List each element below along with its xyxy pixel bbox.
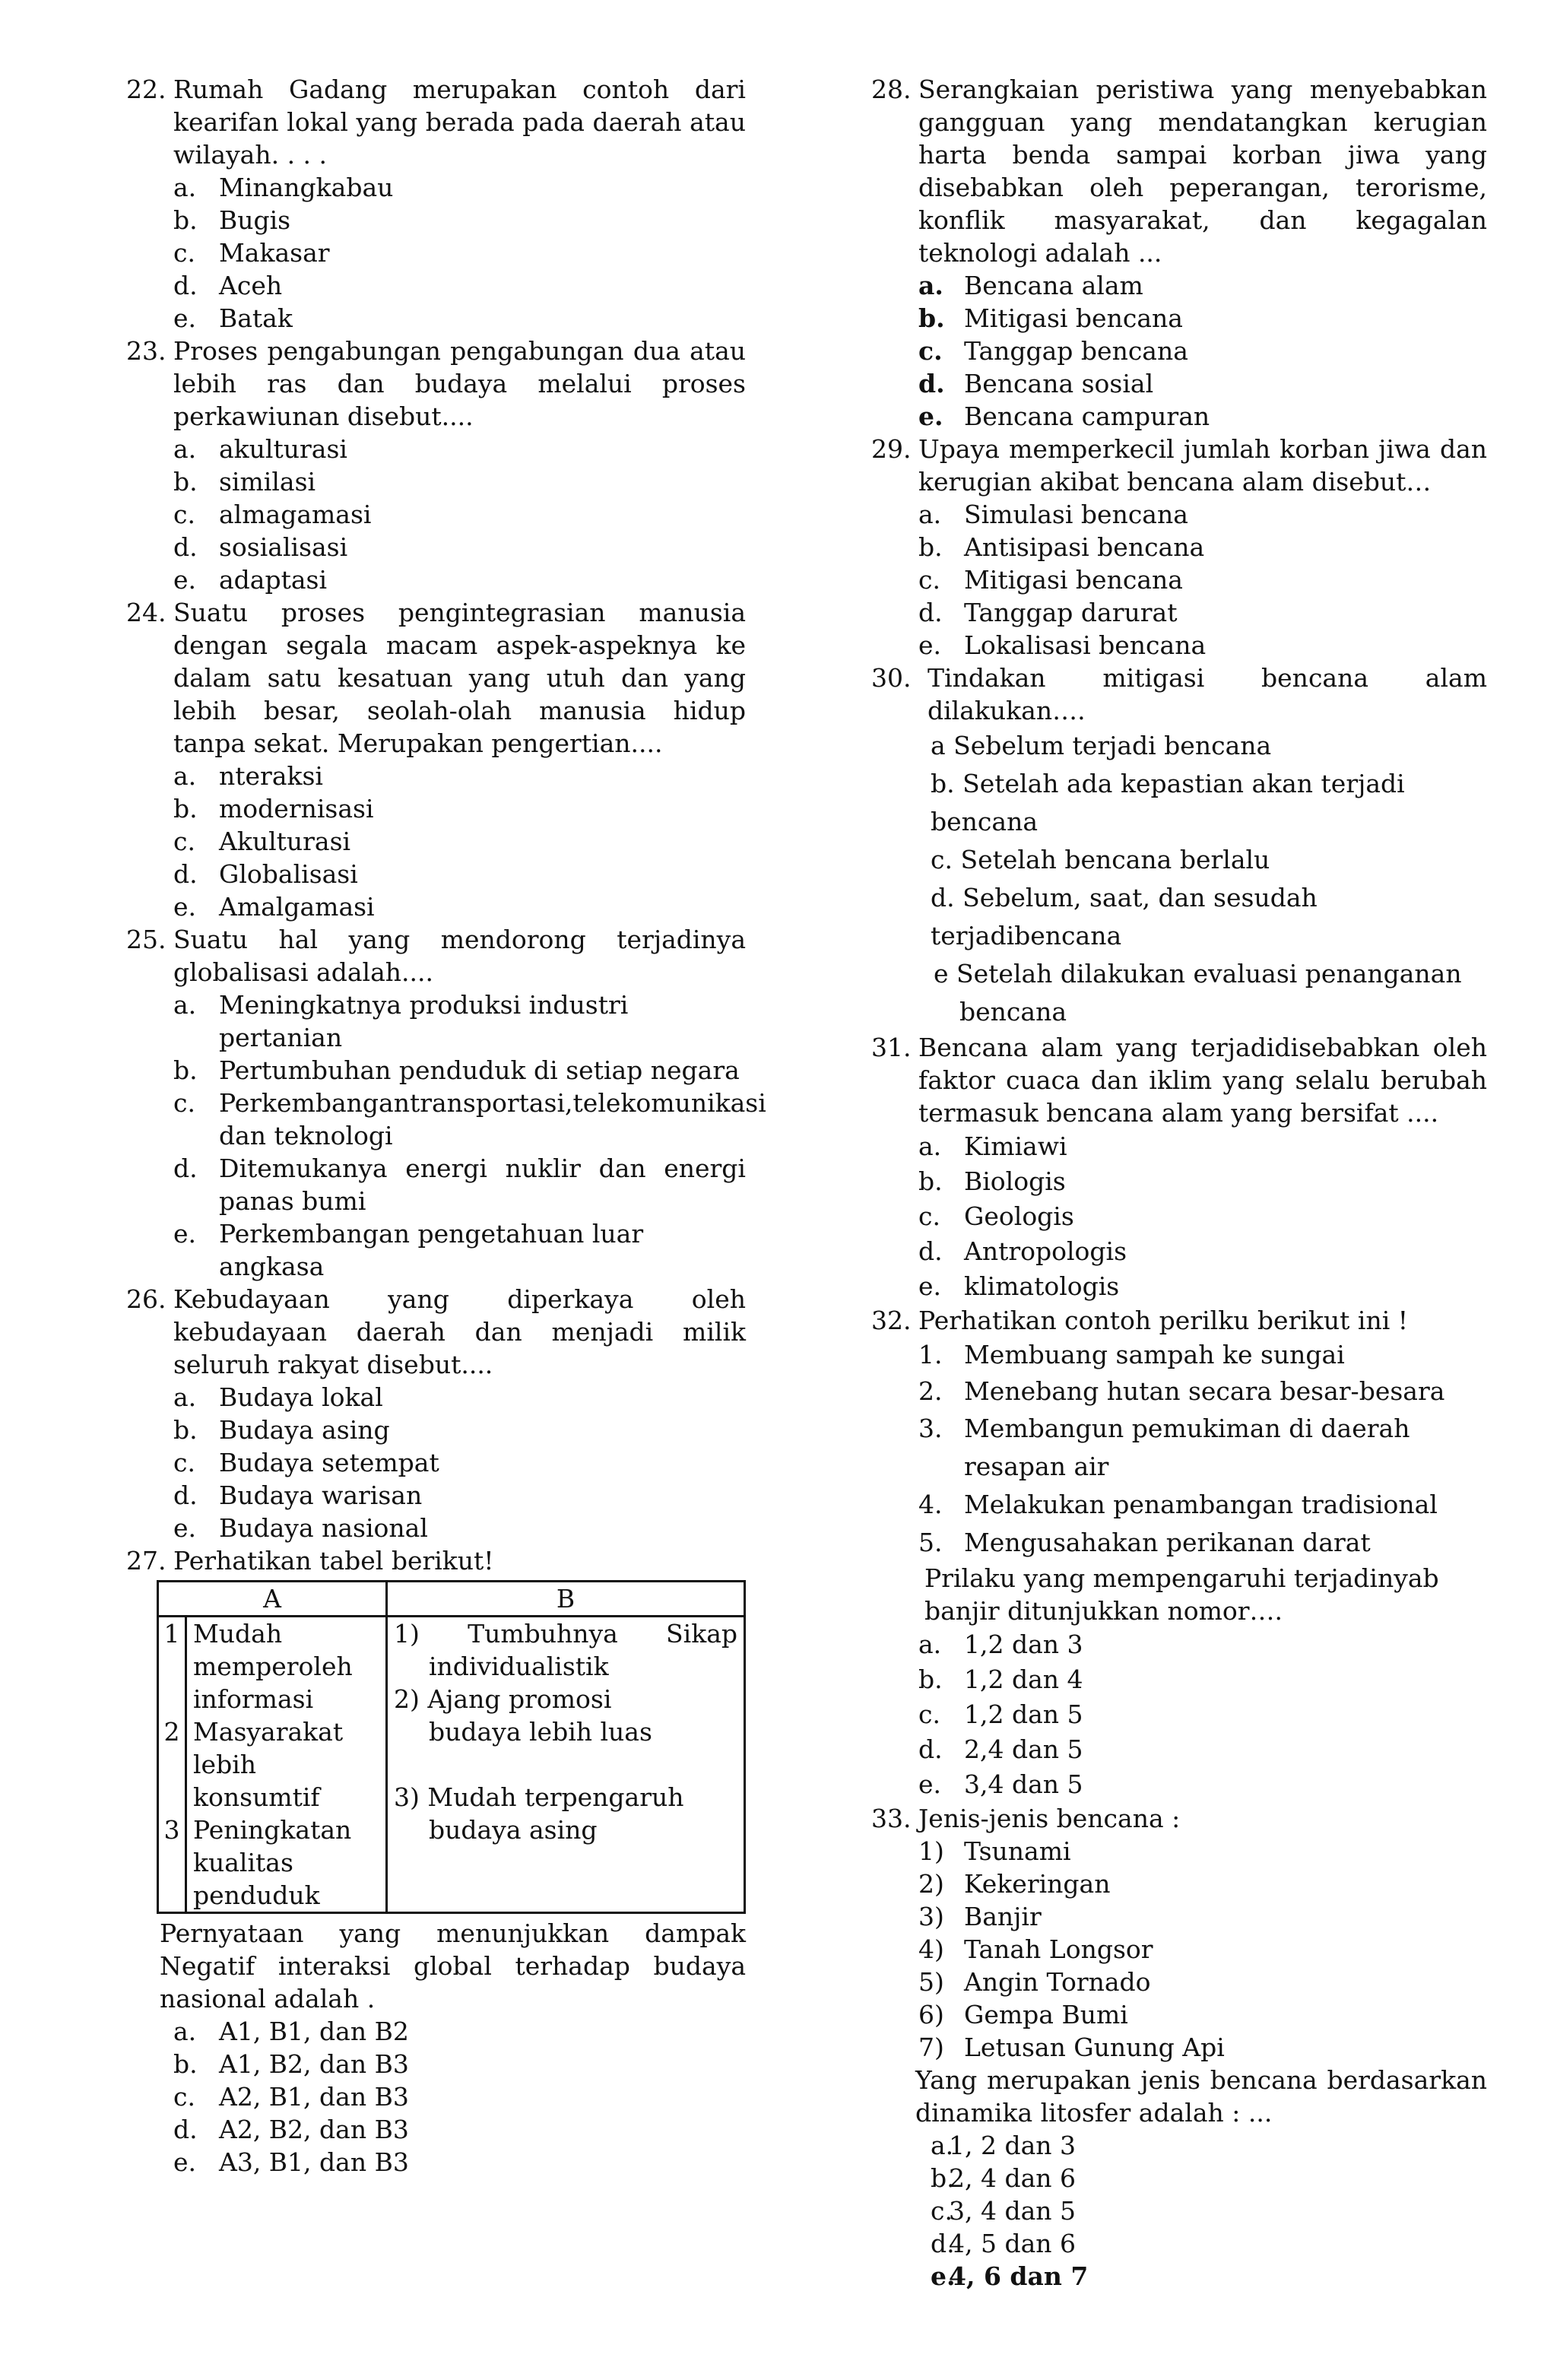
option-a: a. 1, 2 dan 3 bbox=[931, 2131, 1076, 2160]
option-c: c. A2, B1, dan B3 bbox=[173, 2082, 409, 2112]
question-number: 31. bbox=[871, 1033, 912, 1062]
option-e: e. A3, B1, dan B3 bbox=[173, 2147, 409, 2177]
option-e: e. Batak bbox=[173, 303, 293, 333]
question-23 bbox=[126, 335, 746, 433]
option-e: e. 4, 6 dan 7 bbox=[931, 2261, 1089, 2291]
list-item: 2. Menebang hutan secara besar-besara bbox=[918, 1376, 1445, 1406]
question-stem: Kebudayaan yang diperkaya oleh kebudayaan daerah dan menjadi milik seluruh rakyat disebut.... bbox=[173, 1284, 746, 1379]
option-b: b. Bugis bbox=[173, 205, 291, 235]
option-a: a. Meningkatnya produksi industri pertanian bbox=[173, 990, 629, 1052]
question-33 bbox=[871, 1802, 1487, 1835]
option-a: a. nteraksi bbox=[173, 761, 323, 791]
list-item: 6) Gempa Bumi bbox=[918, 2000, 1128, 2029]
option-a: a. Kimiawi bbox=[918, 1131, 1067, 1161]
question-number: 25. bbox=[126, 925, 166, 954]
option-a: a. akulturasi bbox=[173, 434, 347, 464]
option-b: b. 2, 4 dan 6 bbox=[931, 2163, 1076, 2193]
question-22 bbox=[126, 73, 746, 171]
option-b: b. similasi bbox=[173, 467, 316, 497]
option-a: a. Budaya lokal bbox=[173, 1382, 383, 1412]
option-a: a. Simulasi bencana bbox=[918, 500, 1188, 529]
question-33-followup: Yang merupakan jenis bencana berdasarkan dinamika litosfer adalah : ... bbox=[915, 2065, 1487, 2128]
option-d: d. Sebelum, saat, dan sesudah terjadibencana bbox=[931, 883, 1318, 950]
option-d: d. Bencana sosial bbox=[918, 369, 1154, 398]
option-b: b. modernisasi bbox=[173, 794, 374, 823]
option-e: e. Budaya nasional bbox=[173, 1513, 428, 1543]
option-a: a Sebelum terjadi bencana bbox=[931, 731, 1272, 760]
option-e: e. Bencana campuran bbox=[918, 401, 1210, 431]
question-number: 23. bbox=[126, 336, 166, 366]
option-c: c. Makasar bbox=[173, 238, 330, 268]
question-28 bbox=[871, 73, 1487, 269]
question-number: 28. bbox=[871, 75, 912, 104]
option-e: e Setelah dilakukan evaluasi penanganan bbox=[934, 959, 1462, 988]
option-b: b. 1,2 dan 4 bbox=[918, 1664, 1083, 1694]
option-b: b. Mitigasi bencana bbox=[918, 303, 1183, 333]
list-item: 3. Membangun pemukiman di daerah resapan air bbox=[918, 1414, 1410, 1481]
list-item: 4. Melakukan penambangan tradisional bbox=[918, 1490, 1438, 1519]
option-b: b. Antisipasi bencana bbox=[918, 532, 1205, 562]
option-b: b. Setelah ada kepastian akan terjadi bencana bbox=[931, 769, 1405, 836]
option-e-continued: bencana bbox=[959, 997, 1067, 1027]
question-stem: Perhatikan tabel berikut! bbox=[173, 1546, 494, 1576]
question-stem: Tindakan mitigasi bencana alam dilakukan…. bbox=[928, 663, 1487, 725]
option-d: d. Ditemukanya energi nuklir dan energi panas bumi bbox=[173, 1154, 746, 1216]
question-stem: Perhatikan contoh perilku berikut ini ! bbox=[918, 1306, 1409, 1335]
list-item: 7) Letusan Gunung Api bbox=[918, 2033, 1225, 2062]
option-e: e. Lokalisasi bencana bbox=[918, 630, 1207, 660]
table-header-a: A bbox=[158, 1582, 387, 1617]
option-d: d. Antropologis bbox=[918, 1236, 1127, 1266]
question-27 bbox=[126, 1544, 746, 1577]
question-number: 29. bbox=[871, 434, 912, 464]
option-e: e. adaptasi bbox=[173, 565, 328, 595]
option-c: c. Perkembangantransportasi,telekomunikasi dan teknologi bbox=[173, 1088, 766, 1150]
option-d: d. Aceh bbox=[173, 271, 283, 300]
question-27-followup: Pernyataan yang menunjukkan dampak Negatif interaksi global terhadap budaya nasional adalah . bbox=[160, 1918, 746, 2013]
list-item: 3) Banjir bbox=[918, 1902, 1042, 1931]
question-stem: Jenis-jenis bencana : bbox=[918, 1804, 1181, 1833]
table-header-b: B bbox=[387, 1582, 745, 1617]
option-c: c. Budaya setempat bbox=[173, 1448, 439, 1477]
question-32 bbox=[871, 1304, 1487, 1337]
question-number: 24. bbox=[126, 598, 166, 627]
option-c: c. Tanggap bencana bbox=[918, 336, 1188, 366]
option-c: c. Akulturasi bbox=[173, 827, 351, 856]
question-number: 27. bbox=[126, 1546, 166, 1576]
question-30 bbox=[871, 662, 1487, 727]
option-c: c. almagamasi bbox=[173, 500, 372, 529]
list-item: 1) Tsunami bbox=[918, 1836, 1071, 1866]
option-b: b. Biologis bbox=[918, 1166, 1066, 1196]
question-26 bbox=[126, 1283, 746, 1381]
right-column bbox=[871, 73, 1487, 2293]
option-d: d. 4, 5 dan 6 bbox=[931, 2229, 1076, 2258]
list-item: 2) Kekeringan bbox=[918, 1869, 1111, 1899]
option-b: b. Pertumbuhan penduduk di setiap negara bbox=[173, 1055, 740, 1085]
option-c: c. Setelah bencana berlalu bbox=[931, 845, 1270, 874]
option-e: e. klimatologis bbox=[918, 1271, 1120, 1301]
question-25 bbox=[126, 923, 746, 988]
question-stem: Proses pengabungan pengabungan dua atau lebih ras dan budaya melalui proses perkawiunan disebut.... bbox=[173, 336, 746, 431]
question-number: 26. bbox=[126, 1284, 166, 1314]
option-c: c. Mitigasi bencana bbox=[918, 565, 1183, 595]
question-number: 32. bbox=[871, 1306, 912, 1335]
option-c: c. 3, 4 dan 5 bbox=[931, 2196, 1076, 2226]
question-stem: Suatu proses pengintegrasian manusia dengan segala macam aspek-aspeknya ke dalam satu kesatuan yang utuh dan yang lebih besar, seolah-olah manusia hidup tanpa sekat. Merupakan pengertian.... bbox=[173, 598, 746, 758]
option-a: a. Minangkabau bbox=[173, 173, 394, 202]
option-d: d. Budaya warisan bbox=[173, 1480, 423, 1510]
table-column-a: Mudah memperoleh informasi Masyarakat lebih konsumtif Peningkatan kualitas penduduk bbox=[186, 1617, 387, 1913]
question-32-followup: Prilaku yang mempengaruhi terjadinyab banjir ditunjukkan nomor…. bbox=[924, 1563, 1439, 1626]
option-d: d. Globalisasi bbox=[173, 859, 358, 889]
table-row-numbers: 1 2 3 bbox=[158, 1617, 186, 1913]
question-24 bbox=[126, 596, 746, 760]
list-item: 5. Mengusahakan perikanan darat bbox=[918, 1528, 1371, 1557]
option-d: d. 2,4 dan 5 bbox=[918, 1734, 1083, 1764]
question-29 bbox=[871, 433, 1487, 498]
option-b: b. A1, B2, dan B3 bbox=[173, 2049, 409, 2079]
question-stem: Rumah Gadang merupakan contoh dari kearifan lokal yang berada pada daerah atau wilayah. . . . bbox=[173, 75, 746, 170]
question-stem: Serangkaian peristiwa yang menyebabkan gangguan yang mendatangkan kerugian harta benda sampai korban jiwa yang disebabkan oleh peperangan, terorisme, konflik masyarakat, dan kegagalan teknologi adalah ... bbox=[918, 75, 1487, 268]
question-31 bbox=[871, 1031, 1487, 1129]
question-stem: Bencana alam yang terjadidisebabkan oleh faktor cuaca dan iklim yang selalu berubah termasuk bencana alam yang bersifat .... bbox=[918, 1033, 1487, 1128]
option-c: c. 1,2 dan 5 bbox=[918, 1699, 1083, 1729]
list-item: 1. Membuang sampah ke sungai bbox=[918, 1340, 1345, 1369]
left-column bbox=[126, 73, 766, 2178]
option-d: d. A2, B2, dan B3 bbox=[173, 2115, 409, 2144]
option-e: e. Amalgamasi bbox=[173, 892, 375, 922]
option-a: a. 1,2 dan 3 bbox=[918, 1630, 1083, 1659]
option-c: c. Geologis bbox=[918, 1201, 1074, 1231]
question-number: 30. bbox=[871, 663, 912, 693]
table-column-b: 1) Tumbuhnya Sikap individualistik 2) Ajang promosi budaya lebih luas 3) Mudah terpengaruh budaya asing bbox=[387, 1617, 745, 1913]
option-a: a. A1, B1, dan B2 bbox=[173, 2017, 409, 2046]
list-item: 4) Tanah Longsor bbox=[918, 1934, 1153, 1964]
option-d: d. sosialisasi bbox=[173, 532, 348, 562]
option-e: e. Perkembangan pengetahuan luar angkasa bbox=[173, 1219, 644, 1281]
question-stem: Suatu hal yang mendorong terjadinya globalisasi adalah.... bbox=[173, 925, 746, 987]
option-d: d. Tanggap darurat bbox=[918, 598, 1178, 627]
option-e: e. 3,4 dan 5 bbox=[918, 1769, 1083, 1799]
question-stem: Upaya memperkecil jumlah korban jiwa dan kerugian akibat bencana alam disebut… bbox=[918, 434, 1487, 497]
comparison-table bbox=[157, 1580, 746, 1914]
option-a: a. Bencana alam bbox=[918, 271, 1143, 300]
question-number: 33. bbox=[871, 1804, 912, 1833]
option-b: b. Budaya asing bbox=[173, 1415, 390, 1445]
list-item: 5) Angin Tornado bbox=[918, 1967, 1151, 1997]
question-number: 22. bbox=[126, 75, 166, 104]
